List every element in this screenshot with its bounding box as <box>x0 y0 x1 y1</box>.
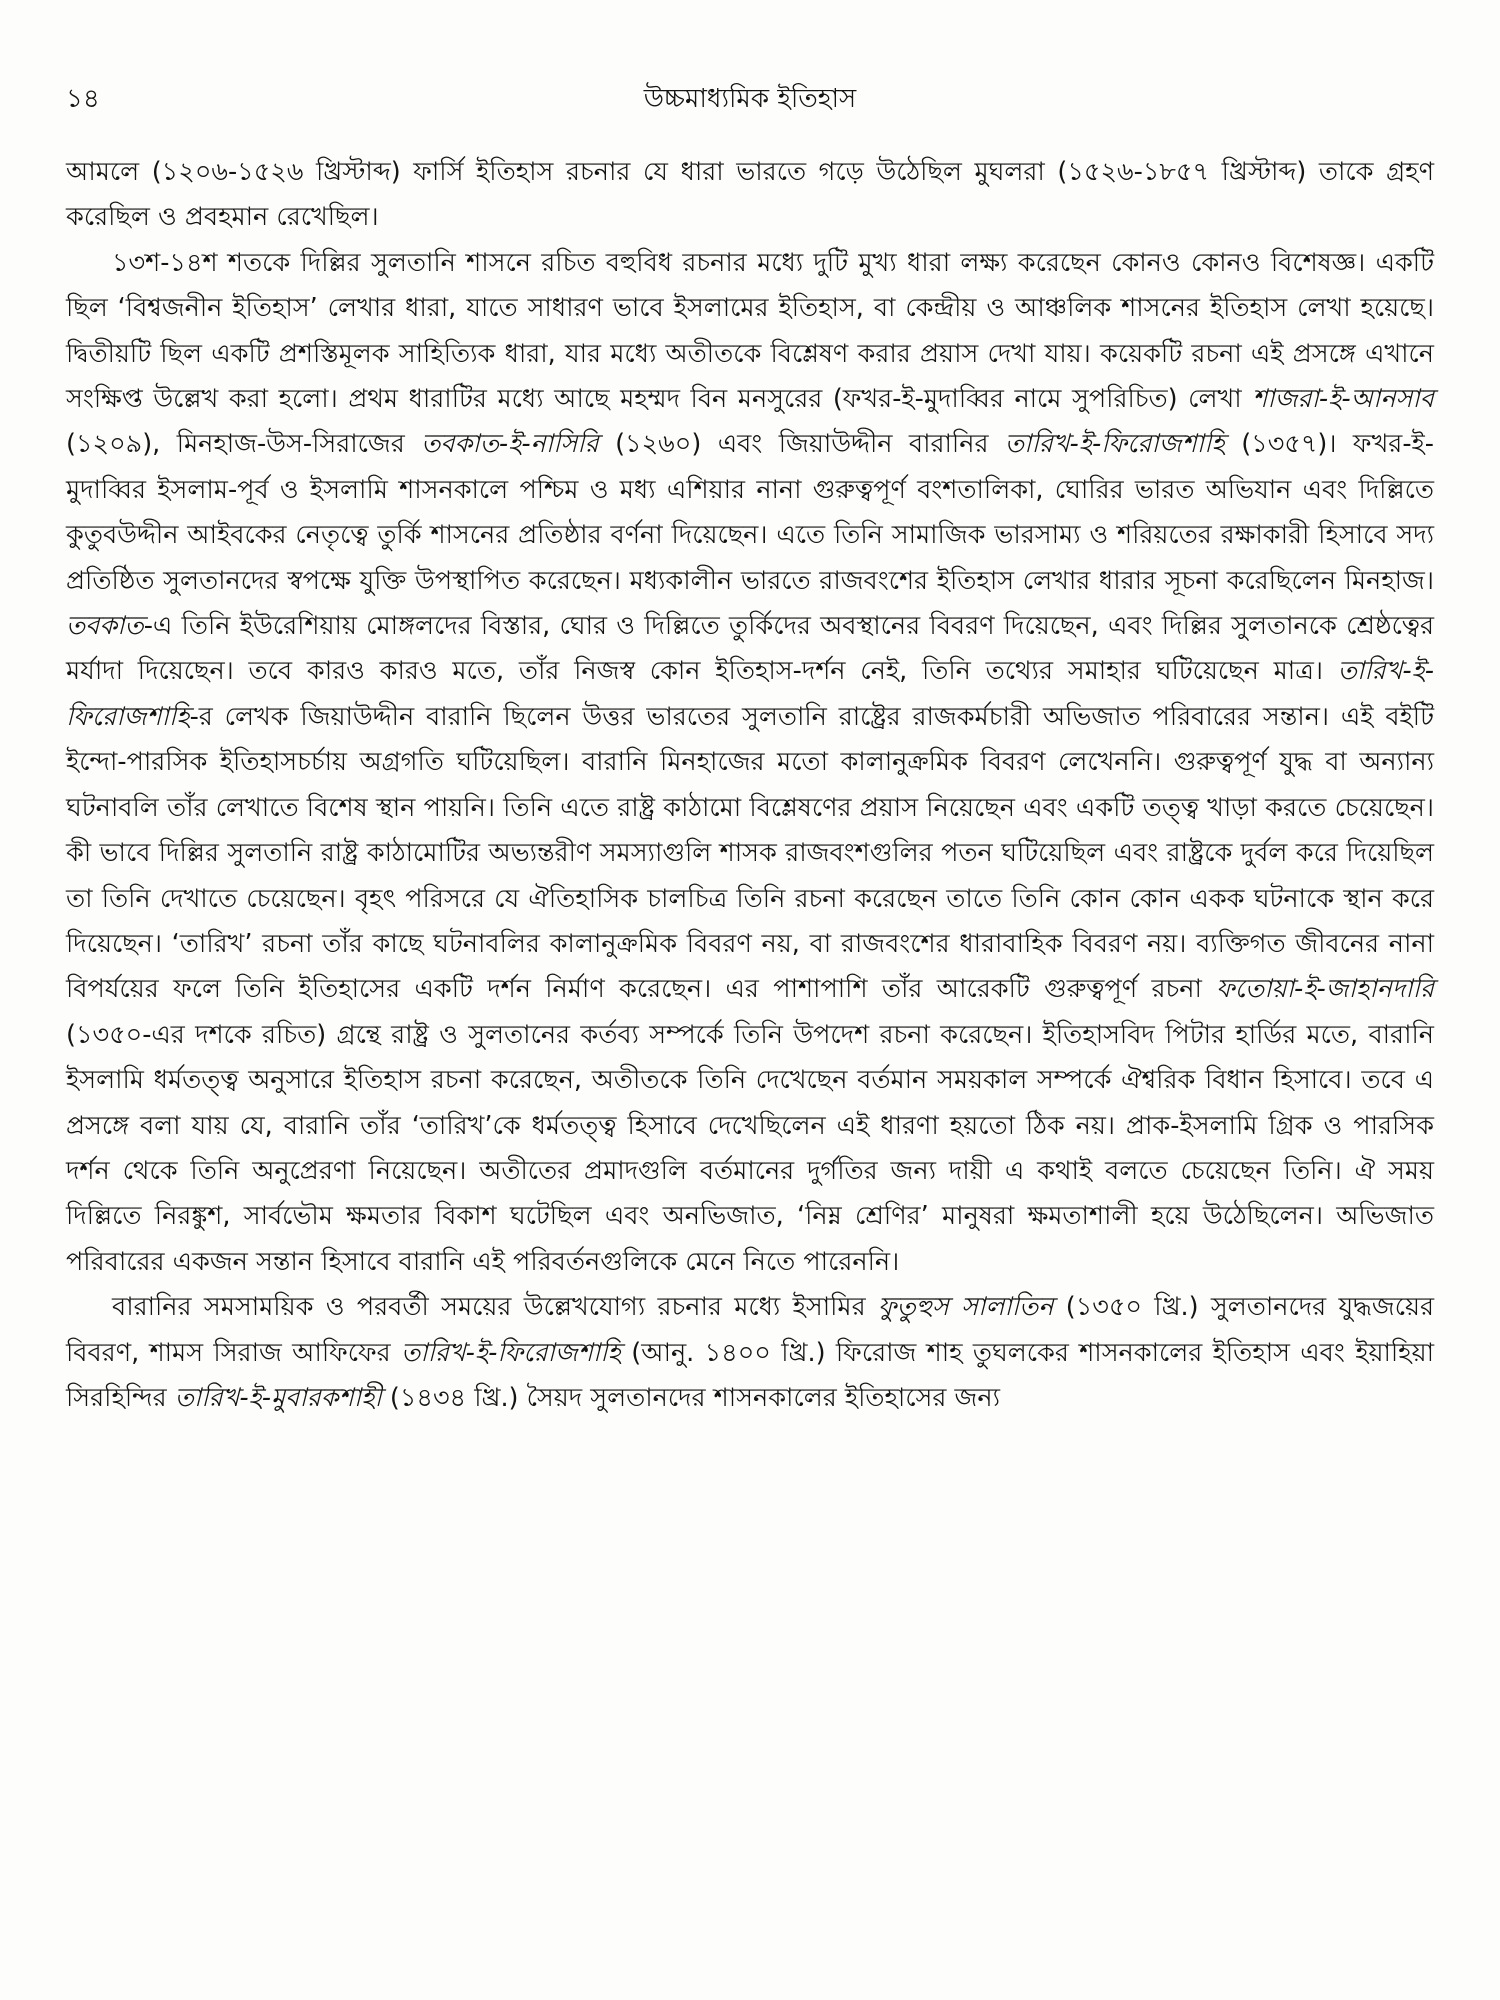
paragraph-3 <box>66 1285 1434 1421</box>
text-run: আমলে (১২০৬-১৫২৬ খ্রিস্টাব্দ) ফার্সি ইতিহাস রচনার যে ধারা ভারতে গড়ে উঠেছিল মুঘলরা (১৫২৬-১৮৫৭ খ্রিস্টাব্দ) তাকে গ্রহণ করেছিল ও প্রবহমান রেখেছিল। <box>66 157 1434 233</box>
book-title-shajra-i-ansab: শাজরা-ই-আনসাব <box>1252 384 1434 415</box>
text-run: (১৩৫০-এর দশকে রচিত) গ্রন্থে রাষ্ট্র ও সুলতানের কর্তব্য সম্পর্কে তিনি উপদেশ রচনা করেছেন। ইতিহাসবিদ পিটার হার্ডির মতে, বারানি ইসলামি ধর্মতত্ত্ব অনুসারে ইতিহাস রচনা করেছেন, অতীতকে তিনি দেখেছেন বর্তমান সময়কাল সম্পর্কে ঐশ্বরিক বিধান হিসাবে। তবে এ প্রসঙ্গে বলা যায় যে, বারানি তাঁর ‘তারিখ’কে ধর্মতত্ত্ব হিসাবে দেখেছিলেন এই ধারণা হয়তো ঠিক নয়। প্রাক-ইসলামি গ্রিক ও পারসিক দর্শন থেকে তিনি অনুপ্রেরণা নিয়েছেন। অতীতের প্রমাদগুলি বর্তমানের দুর্গতির জন্য দায়ী এ কথাই বলতে চেয়েছেন তিনি। ঐ সময় দিল্লিতে নিরঙ্কুশ, সার্বভৌম ক্ষমতার বিকাশ ঘটেছিল এবং অনভিজাত, ‘নিম্ন শ্রেণির’ মানুষরা ক্ষমতাশালী হয়ে উঠেছিলেন। অভিজাত পরিবারের একজন সন্তান হিসাবে বারানি এই পরিবর্তনগুলিকে মেনে নিতে পারেননি। <box>66 1019 1434 1277</box>
book-title-tarikh-i-firozshahi-afif: তারিখ-ই-ফিরোজশাহি <box>401 1337 621 1368</box>
book-title-futuhus-salatin: ফুতুহুস সালাতিন <box>877 1292 1054 1323</box>
paragraph-1 <box>66 150 1434 241</box>
book-title-tabaqat: তবকাত <box>66 611 144 642</box>
book-title-tarikh-i-firozshahi: তারিখ-ই-ফিরোজশাহি <box>1004 429 1225 460</box>
book-title-tarikh-i-mubarakshahi: তারিখ-ই-মুবারকশাহী <box>174 1382 382 1413</box>
text-run: (১৪৩৪ খ্রি.) সৈয়দ সুলতানদের শাসনকালের ইতিহাসের জন্য <box>381 1382 1000 1413</box>
book-title-tarikh-i-firozshahi: তারিখ-ই-ফিরোজশাহি <box>66 656 1434 732</box>
text-run: (১২৬০) এবং জিয়াউদ্দীন বারানির <box>598 429 1005 460</box>
page-number: ১৪ <box>66 84 100 114</box>
running-title: উচ্চমাধ্যমিক ইতিহাস <box>643 84 857 114</box>
text-run: (১৩৫৭)। ফখর-ই-মুদাব্বির ইসলাম-পূর্ব ও ইসলামি শাসনকালে পশ্চিম ও মধ্য এশিয়ার নানা গুরুত্বপূর্ণ বংশতালিকা, ঘোরির ভারত অভিযান এবং দিল্লিতে কুতুবউদ্দীন আইবকের নেতৃত্বে তুর্কি শাসনের প্রতিষ্ঠার বর্ণনা দিয়েছেন। এতে তিনি সামাজিক ভারসাম্য ও শরিয়তের রক্ষাকারী হিসাবে সদ্য প্রতিষ্ঠিত সুলতানদের স্বপক্ষে যুক্তি উপস্থাপিত করেছেন। মধ্যকালীন ভারতে রাজবংশের ইতিহাস লেখার ধারার সূচনা করেছিলেন মিনহাজ। <box>66 429 1435 596</box>
book-title-fatawa-i-jahandari: ফতোয়া-ই-জাহানদারি <box>1216 974 1434 1005</box>
book-title-tabaqat-i-nasiri: তবকাত-ই-নাসিরি <box>421 429 599 460</box>
text-run: (আনু. ১৪০০ খ্রি.) ফিরোজ শাহ তুঘলকের শাসনকালের ইতিহাস এবং ইয়াহিয়া সিরহিন্দির <box>66 1337 1434 1413</box>
paragraph-2 <box>66 241 1434 1285</box>
page-header <box>66 78 1434 118</box>
body-text <box>66 150 1434 1421</box>
text-run: -এ তিনি ইউরেশিয়ায় মোঙ্গলদের বিস্তার, ঘোর ও দিল্লিতে তুর্কিদের অবস্থানের বিবরণ দিয়েছেন, এবং দিল্লির সুলতানকে শ্রেষ্ঠত্বের মর্যাদা দিয়েছেন। তবে কারও কারও মতে, তাঁর নিজস্ব কোন ইতিহাস-দর্শন নেই, তিনি তথ্যের সমাহার ঘটিয়েছেন মাত্র। <box>66 611 1434 687</box>
text-run: (১২০৯), মিনহাজ-উস-সিরাজের <box>66 429 422 460</box>
text-run: -র লেখক জিয়াউদ্দীন বারানি ছিলেন উত্তর ভারতের সুলতানি রাষ্ট্রের রাজকর্মচারী অভিজাত পরিবারের সন্তান। এই বইটি ইন্দো-পারসিক ইতিহাসচর্চায় অগ্রগতি ঘটিয়েছিল। বারানি মিনহাজের মতো কালানুক্রমিক বিবরণ লেখেননি। গুরুত্বপূর্ণ যুদ্ধ বা অন্যান্য ঘটনাবলি তাঁর লেখাতে বিশেষ স্থান পায়নি। তিনি এতে রাষ্ট্র কাঠামো বিশ্লেষণের প্রয়াস নিয়েছেন এবং একটি তত্ত্ব খাড়া করতে চেয়েছেন। কী ভাবে দিল্লির সুলতানি রাষ্ট্র কাঠামোটির অভ্যন্তরীণ সমস্যাগুলি শাসক রাজবংশগুলির পতন ঘটিয়েছিল এবং রাষ্ট্রকে দুর্বল করে দিয়েছিল তা তিনি দেখাতে চেয়েছেন। বৃহৎ পরিসরে যে ঐতিহাসিক চালচিত্র তিনি রচনা করেছেন তাতে তিনি কোন কোন একক ঘটনাকে স্থান করে দিয়েছেন। ‘তারিখ’ রচনা তাঁর কাছে ঘটনাবলির কালানুক্রমিক বিবরণ নয়, বা রাজবংশের ধারাবাহিক বিবরণ নয়। ব্যক্তিগত জীবনের নানা বিপর্যয়ের ফলে তিনি ইতিহাসের একটি দর্শন নির্মাণ করেছেন। এর পাশাপাশি তাঁর আরেকটি গুরুত্বপূর্ণ রচনা <box>66 701 1434 1005</box>
text-run: ১৩শ-১৪শ শতকে দিল্লির সুলতানি শাসনে রচিত বহুবিধ রচনার মধ্যে দুটি মুখ্য ধারা লক্ষ্য করেছেন কোনও কোনও বিশেষজ্ঞ। একটি ছিল ‘বিশ্বজনীন ইতিহাস’ লেখার ধারা, যাতে সাধারণ ভাবে ইসলামের ইতিহাস, বা কেন্দ্রীয় ও আঞ্চলিক শাসনের ইতিহাস লেখা হয়েছে। দ্বিতীয়টি ছিল একটি প্রশস্তিমূলক সাহিত্যিক ধারা, যার মধ্যে অতীতকে বিশ্লেষণ করার প্রয়াস দেখা যায়। কয়েকটি রচনা এই প্রসঙ্গে এখানে সংক্ষিপ্ত উল্লেখ করা হলো। প্রথম ধারাটির মধ্যে আছে মহম্মদ বিন মনসুরের (ফখর-ই-মুদাব্বির নামে সুপরিচিত) লেখা <box>66 247 1435 415</box>
text-run: (১৩৫০ খ্রি.) সুলতানদের যুদ্ধজয়ের বিবরণ, শামস সিরাজ আফিফের <box>66 1292 1434 1368</box>
text-run: বারানির সমসাময়িক ও পরবর্তী সময়ের উল্লেখযোগ্য রচনার মধ্যে ইসামির <box>112 1292 878 1323</box>
